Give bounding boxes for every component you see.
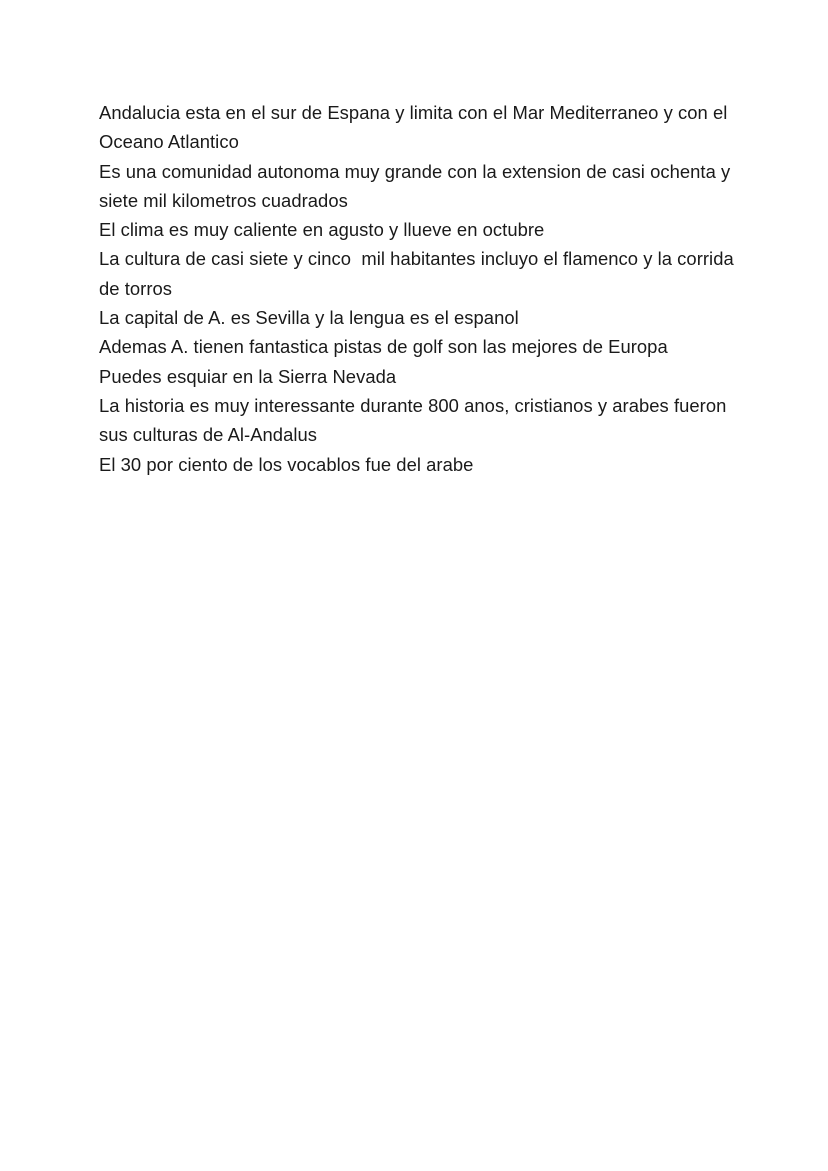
paragraph-history: La historia es muy interessante durante 800 anos, cristianos y arabes fueron sus culturas de Al-Andalus <box>99 394 732 446</box>
paragraph-ski: Puedes esquiar en la Sierra Nevada <box>99 365 397 387</box>
paragraph-location: Andalucia esta en el sur de Espana y limita con el Mar Mediterraneo y con el Oceano Atlantico <box>99 102 733 153</box>
document-body <box>99 98 739 479</box>
paragraph-vocabulary: El 30 por ciento de los vocablos fue del arabe <box>99 453 474 475</box>
paragraph-climate: El clima es muy caliente en agusto y llueve en octubre <box>99 219 545 241</box>
paragraph-culture: La cultura de casi siete y cinco mil habitantes incluyo el flamenco y la corrida de torros <box>99 248 739 299</box>
paragraph-capital: La capital de A. es Sevilla y la lengua es el espanol <box>99 307 519 329</box>
paragraph-extension: Es una comunidad autonoma muy grande con la extension de casi ochenta y siete mil kilometros cuadrados <box>99 160 736 211</box>
paragraph-golf: Ademas A. tienen fantastica pistas de golf son las mejores de Europa <box>99 336 668 358</box>
